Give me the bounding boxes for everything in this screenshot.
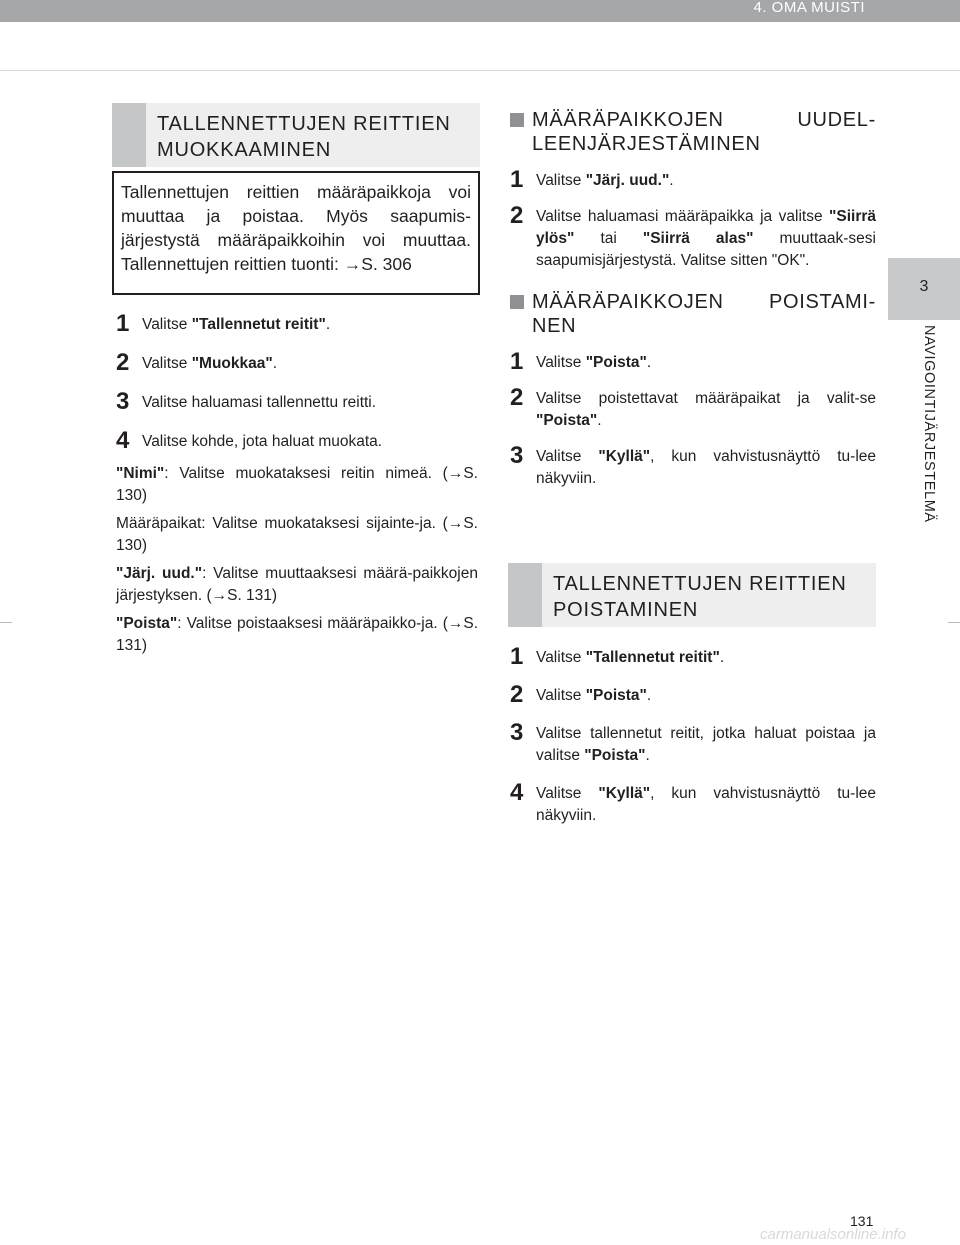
step-text: Valitse: [536, 649, 586, 666]
step-number: 2: [510, 681, 524, 708]
header-rule: [0, 70, 960, 71]
step-ui-label: "Tallennetut reitit": [585, 649, 720, 666]
step-number: 1: [116, 310, 130, 337]
crop-mark-left: [0, 622, 12, 623]
step-text: Valitse: [142, 316, 192, 333]
step-punct: .: [719, 649, 725, 666]
step-text: , kun vahvistusnäyttö tu-lee näkyviin.: [536, 785, 876, 824]
step-punct: .: [646, 354, 652, 371]
step-number: 3: [510, 719, 524, 746]
chapter-number: 3: [919, 278, 929, 295]
item-reorder: [116, 563, 478, 607]
step-ui-label: "Poista": [585, 354, 647, 371]
step-number: 4: [510, 779, 524, 806]
step-number: 2: [510, 384, 524, 411]
chapter-vertical-label: NAVIGOINTIJÄRJESTELMÄ: [921, 325, 937, 523]
step-text: Valitse haluamasi määräpaikka ja valitse: [536, 208, 830, 225]
step-text: Valitse: [142, 355, 192, 372]
intro-box: Tallennettujen reittien määräpaikkoja voi muuttaa ja poistaa. Myös saapumis-järjestystä määräpaikkoihin voi muuttaa. Tallennettujen reittien tuonti: →S. 306: [112, 171, 480, 295]
step-punct: .: [325, 316, 331, 333]
step-number: 1: [510, 166, 524, 193]
item-text: Määräpaikat: Valitse muokataksesi sijainte-ja. (→S. 130): [116, 515, 478, 554]
reorder-step-2: [510, 202, 876, 272]
step-ui-label: "Siirrä ylös": [536, 208, 876, 247]
watermark: carmanualsonline.info: [760, 1226, 906, 1243]
delete-step-3: [510, 442, 876, 490]
route-delete-step-1: [510, 643, 876, 670]
step-punct: .: [646, 687, 652, 704]
step-text: Valitse poistettavat määräpaikat ja valit-se: [536, 390, 876, 407]
step-number: 2: [116, 349, 130, 376]
square-bullet-icon: [510, 113, 524, 127]
heading-line-1: TALLENNETTUJEN REITTIEN: [157, 113, 451, 135]
step-text: , kun vahvistusnäyttö tu-lee näkyviin.: [536, 448, 876, 487]
reorder-step-1: [510, 166, 876, 193]
step-2: [116, 349, 478, 376]
step-text: muuttaak-sesi saapumisjärjestystä. Valitse sitten "OK".: [536, 230, 876, 269]
step-ui-label: "Kyllä": [598, 448, 651, 465]
item-delete: [116, 613, 478, 657]
chapter-tab[interactable]: [888, 258, 960, 320]
item-label: "Poista": [116, 615, 178, 632]
step-ui-label: "Poista": [584, 747, 646, 764]
section-title-text: MÄÄRÄPAIKKOJEN POISTAMI-NEN: [532, 291, 876, 337]
chapter-title: 4. OMA MUISTI: [753, 0, 865, 16]
page-number: 131: [850, 1213, 874, 1229]
step-ui-label: "Poista": [536, 412, 598, 429]
step-ui-label: "Muokkaa": [191, 355, 273, 372]
section-reorder-title: [510, 108, 876, 156]
heading-edit-routes: [112, 103, 480, 167]
header-bar: [0, 0, 960, 22]
step-4: [116, 427, 478, 454]
square-bullet-icon: [510, 295, 524, 309]
step-ui-label: "Poista": [585, 687, 647, 704]
item-text: : Valitse poistaaksesi määräpaikko-ja. (→S. 131): [116, 615, 478, 654]
route-delete-step-3: [510, 719, 876, 767]
step-number: 4: [116, 427, 130, 454]
item-text: : Valitse muokataksesi reitin nimeä. (→S. 130): [116, 465, 478, 504]
item-label: "Järj. uud.": [116, 565, 203, 582]
right-column-top: [510, 108, 876, 490]
step-text: Valitse haluamasi tallennettu reitti.: [142, 394, 377, 411]
heading-line-2: MUOKKAAMINEN: [157, 139, 332, 161]
step-text: Valitse: [536, 448, 599, 465]
step-number: 3: [116, 388, 130, 415]
step-text: Valitse tallennetut reitit, jotka haluat poistaa ja valitse: [536, 725, 876, 764]
step-3: [116, 388, 478, 415]
step-ui-label: "Kyllä": [598, 785, 651, 802]
heading-tab: [508, 563, 542, 627]
route-delete-step-2: [510, 681, 876, 708]
step-number: 2: [510, 202, 524, 229]
step-ui-label: "Siirrä alas": [642, 230, 754, 247]
delete-step-1: [510, 348, 876, 375]
step-text: Valitse: [536, 354, 586, 371]
section-title-text: MÄÄRÄPAIKKOJEN UUDEL-LEENJÄRJESTÄMINEN: [532, 109, 876, 155]
step-text: Valitse: [536, 172, 586, 189]
step-text: Valitse kohde, jota haluat muokata.: [142, 433, 383, 450]
step-text: Valitse: [536, 785, 599, 802]
step-punct: .: [597, 412, 602, 429]
step-ui-label: "Tallennetut reitit": [191, 316, 326, 333]
section-delete-title: [510, 290, 876, 338]
step-number: 1: [510, 643, 524, 670]
step-punct: .: [272, 355, 278, 372]
step-text: tai: [574, 230, 643, 247]
step-punct: .: [669, 172, 674, 189]
item-text: : Valitse muuttaaksesi määrä-paikkojen järjestyksen. (→S. 131): [116, 565, 478, 604]
heading-tab: [112, 103, 146, 167]
heading-line-2: POISTAMINEN: [553, 599, 699, 621]
step-text: Valitse: [536, 687, 586, 704]
left-column: [116, 310, 478, 657]
step-ui-label: "Järj. uud.": [585, 172, 670, 189]
heading-delete-routes: [508, 563, 876, 627]
step-number: 3: [510, 442, 524, 469]
delete-step-2: [510, 384, 876, 432]
item-name: [116, 463, 478, 507]
heading-line-1: TALLENNETTUJEN REITTIEN: [553, 573, 847, 595]
route-delete-step-4: [510, 779, 876, 827]
item-destinations: [116, 513, 478, 557]
step-number: 1: [510, 348, 524, 375]
crop-mark-right: [948, 622, 960, 623]
right-column-bottom: [510, 643, 876, 827]
item-label: "Nimi": [116, 465, 165, 482]
step-1: [116, 310, 478, 337]
step-punct: .: [645, 747, 650, 764]
